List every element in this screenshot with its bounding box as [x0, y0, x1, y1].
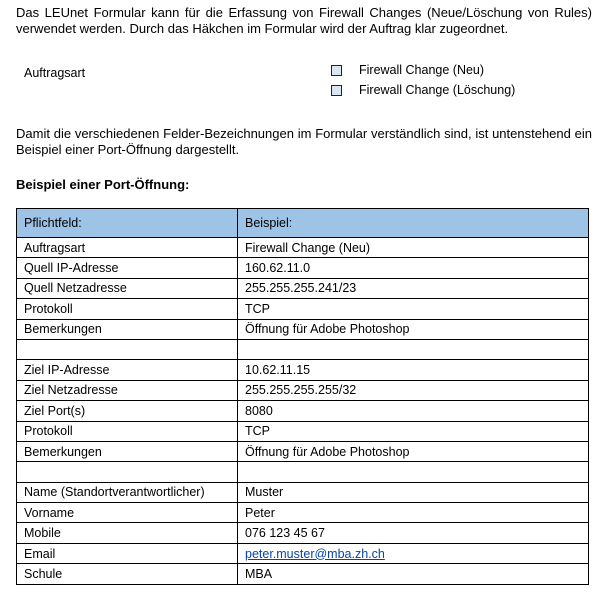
value-column-cell — [238, 380, 589, 400]
value-column-cell — [238, 503, 589, 523]
header-cell-example: Beispiel: — [238, 209, 589, 238]
value-column-cell — [238, 299, 589, 319]
example-value-cell: Öffnung für Adobe Photoshop — [245, 444, 410, 459]
email-link[interactable]: peter.muster@mba.zh.ch — [245, 546, 385, 561]
field-name-cell: Name (Standortverantwortlicher) — [24, 485, 205, 500]
field-column-cell — [17, 258, 238, 278]
checkbox-icon[interactable] — [331, 85, 342, 96]
field-column-cell — [17, 421, 238, 441]
example-value-cell: 160.62.11.0 — [245, 261, 311, 276]
field-name-cell: Bemerkungen — [24, 444, 102, 459]
table-row — [17, 401, 589, 421]
field-column-cell — [17, 564, 238, 584]
field-name-cell: Email — [24, 546, 56, 561]
value-column-cell — [238, 258, 589, 278]
option-firewall-change-delete[interactable] — [331, 83, 515, 97]
example-value-cell: 076 123 45 67 — [245, 526, 325, 541]
field-column-cell — [17, 401, 238, 421]
table-row — [17, 543, 589, 563]
field-name-cell: Quell Netzadresse — [24, 281, 127, 296]
value-column-cell — [238, 238, 589, 258]
field-column-cell — [17, 462, 238, 482]
field-name-cell: Schule — [24, 566, 63, 581]
field-column-cell — [17, 543, 238, 563]
field-column-cell — [17, 441, 238, 461]
header-cell-field: Pflichtfeld: — [17, 209, 238, 238]
table-row — [17, 421, 589, 441]
field-name-cell: Mobile — [24, 526, 61, 541]
field-column-cell — [17, 482, 238, 502]
table-row — [17, 441, 589, 461]
example-value-cell: Peter — [245, 505, 275, 520]
field-column-cell — [17, 339, 238, 359]
example-value-cell: MBA — [245, 566, 273, 581]
value-column-cell — [238, 482, 589, 502]
value-column-cell — [238, 441, 589, 461]
example-value-cell: 8080 — [245, 403, 273, 418]
field-name-cell: Ziel Netzadresse — [24, 383, 118, 398]
field-column-cell — [17, 360, 238, 380]
value-column-cell — [238, 462, 589, 482]
table-row — [17, 278, 589, 298]
table-row — [17, 380, 589, 400]
option-label: Firewall Change (Löschung) — [359, 83, 516, 97]
field-name-cell: Protokoll — [24, 424, 73, 439]
field-name-cell: Ziel IP-Adresse — [24, 363, 110, 378]
value-column-cell — [238, 401, 589, 421]
field-column-cell — [17, 278, 238, 298]
value-column-cell — [238, 543, 589, 563]
table-row — [17, 319, 589, 339]
value-column-cell — [238, 360, 589, 380]
table-row — [17, 339, 589, 359]
example-value-cell: Firewall Change (Neu) — [245, 240, 371, 255]
example-value-cell: Muster — [245, 485, 284, 500]
example-value-cell: 255.255.255.241/23 — [245, 281, 357, 296]
table-row — [17, 523, 589, 543]
value-column-cell — [238, 523, 589, 543]
field-name-cell: Ziel Port(s) — [24, 403, 86, 418]
value-column-cell — [238, 319, 589, 339]
intro-paragraph: Das LEUnet Formular kann für die Erfassung von Firewall Changes (Neue/Löschung von Rules) verwendet werden. Durch das Häkchen im Formular wird der Auftrag klar zugeordnet. — [16, 5, 592, 36]
value-column-cell — [238, 339, 589, 359]
field-name-cell: Quell IP-Adresse — [24, 261, 119, 276]
value-column-cell — [238, 278, 589, 298]
field-column-cell — [17, 503, 238, 523]
table-row — [17, 503, 589, 523]
explanation-paragraph: Damit die verschiedenen Felder-Bezeichnungen im Formular verständlich sind, ist untenstehend ein Beispiel einer Port-Öffnung dargestellt. — [16, 126, 592, 157]
example-heading: Beispiel einer Port-Öffnung: — [16, 177, 190, 192]
checkbox-icon[interactable] — [331, 65, 342, 76]
order-type-label: Auftragsart — [24, 66, 86, 80]
table-row — [17, 462, 589, 482]
table-row — [17, 482, 589, 502]
table-row — [17, 564, 589, 584]
option-firewall-change-new[interactable] — [331, 63, 484, 77]
table-header-row — [17, 209, 589, 238]
field-column-cell — [17, 523, 238, 543]
field-name-cell: Vorname — [24, 505, 75, 520]
example-value-cell: Öffnung für Adobe Photoshop — [245, 322, 410, 337]
table-row — [17, 258, 589, 278]
field-name-cell: Protokoll — [24, 301, 73, 316]
example-value-cell: 255.255.255.255/32 — [245, 383, 357, 398]
field-column-cell — [17, 380, 238, 400]
field-column-cell — [17, 238, 238, 258]
field-name-cell: Auftragsart — [24, 240, 86, 255]
example-value-cell: TCP — [245, 301, 270, 316]
table-row — [17, 238, 589, 258]
option-label: Firewall Change (Neu) — [359, 63, 485, 77]
example-value-cell: TCP — [245, 424, 270, 439]
table-row — [17, 360, 589, 380]
field-column-cell — [17, 299, 238, 319]
field-column-cell — [17, 319, 238, 339]
field-name-cell: Bemerkungen — [24, 322, 102, 337]
table-row — [17, 299, 589, 319]
example-table — [16, 208, 589, 585]
value-column-cell — [238, 564, 589, 584]
value-column-cell — [238, 421, 589, 441]
example-value-cell: 10.62.11.15 — [245, 363, 311, 378]
